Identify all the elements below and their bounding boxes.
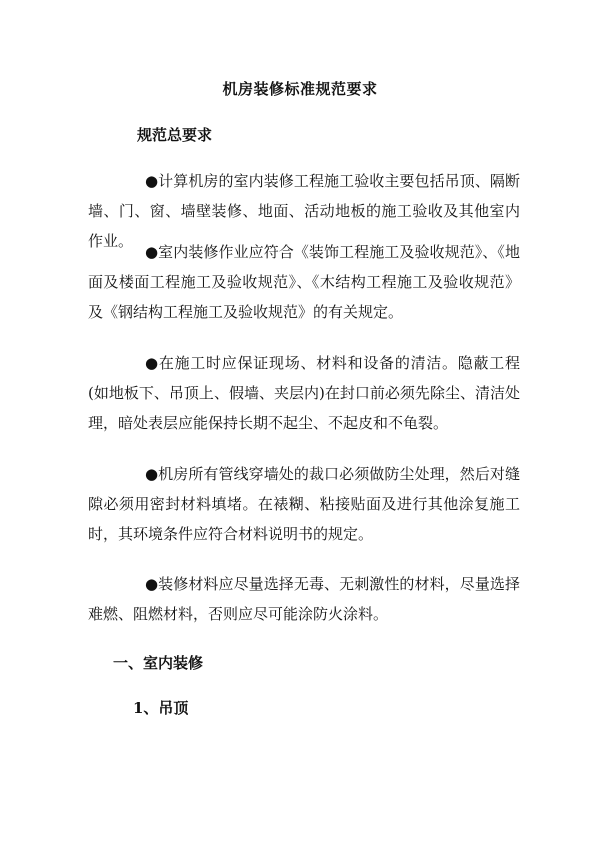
section-heading-interior: 一、室内装修	[113, 654, 204, 672]
paragraph-2	[88, 237, 520, 327]
page-title: 机房装修标准规范要求	[222, 80, 378, 98]
paragraph-text: 机房所有管线穿墙处的裁口必须做防尘处理，然后对缝隙必须用密封材料填堵。在裱糊、粘接贴面及进行其他涂复施工时，其环境条件应符合材料说明书的规定。	[88, 465, 520, 543]
paragraph-3	[88, 348, 520, 438]
paragraph-text: 计算机房的室内装修工程施工验收主要包括吊顶、隔断墙、门、窗、墙壁装修、地面、活动地板的施工验收及其他室内作业。	[88, 172, 520, 250]
bullet-icon: ●	[145, 575, 159, 593]
bullet-icon: ●	[145, 354, 159, 372]
paragraph-text: 装修材料应尽量选择无毒、无刺激性的材料，尽量选择难燃、阻燃材料，否则应尽可能涂防火涂料。	[88, 575, 520, 623]
subsection-heading-ceiling: 1、吊顶	[133, 699, 189, 717]
bullet-icon: ●	[145, 465, 159, 483]
section-heading-general: 规范总要求	[137, 126, 213, 144]
bullet-icon: ●	[145, 172, 159, 190]
paragraph-text: 室内装修作业应符合《装饰工程施工及验收规范》、《地面及楼面工程施工及验收规范》、《木结构工程施工及验收规范》及《钢结构工程施工及验收规范》的有关规定。	[88, 243, 520, 321]
paragraph-4	[88, 459, 520, 549]
bullet-icon: ●	[145, 243, 159, 261]
paragraph-5	[88, 569, 520, 629]
paragraph-text: 在施工时应保证现场、材料和设备的清洁。隐蔽工程(如地板下、吊顶上、假墙、夹层内)在封口前必须先除尘、清洁处理，暗处表层应能保持长期不起尘、不起皮和不龟裂。	[88, 354, 520, 432]
